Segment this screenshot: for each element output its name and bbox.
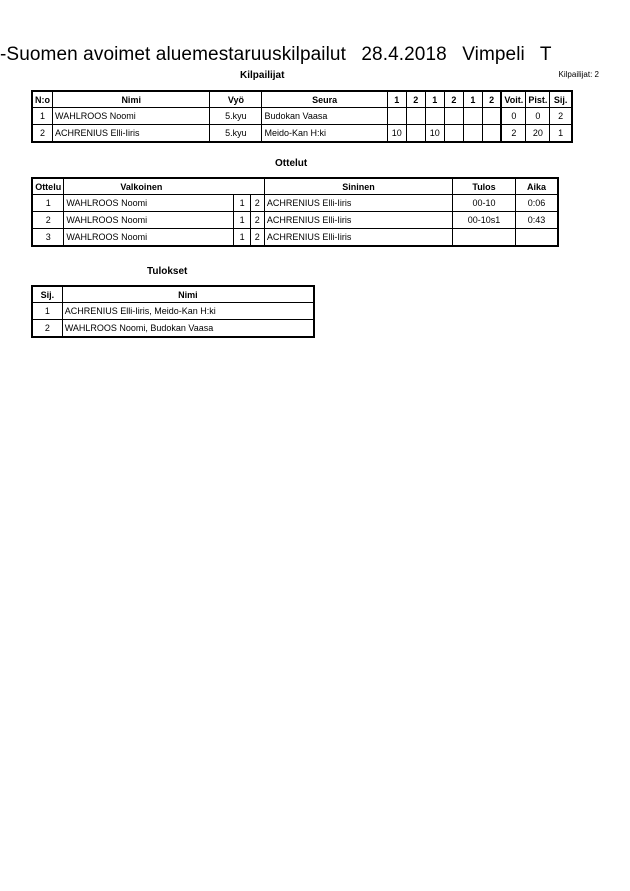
cell-match-number: 3 bbox=[32, 229, 64, 247]
cell-blue: ACHRENIUS Elli-Iiris bbox=[264, 195, 452, 212]
cell-score bbox=[463, 125, 482, 143]
cell-match-number: 2 bbox=[32, 212, 64, 229]
cell-rank: 1 bbox=[550, 125, 572, 143]
title-suffix: T bbox=[539, 44, 552, 65]
cell-number: 2 bbox=[32, 125, 53, 143]
cell-result bbox=[453, 229, 516, 247]
table-row bbox=[32, 320, 314, 338]
col-header: Vyö bbox=[210, 91, 262, 108]
cell-result: 00-10s1 bbox=[453, 212, 516, 229]
cell-match-number: 1 bbox=[32, 195, 64, 212]
competitor-count: Kilpailijat: 2 bbox=[558, 70, 599, 79]
col-header: 2 bbox=[482, 91, 501, 108]
col-header: Sij. bbox=[32, 286, 62, 303]
col-header: Nimi bbox=[53, 91, 210, 108]
cell-rank: 2 bbox=[550, 108, 572, 125]
cell-time bbox=[515, 229, 558, 247]
cell-club: Budokan Vaasa bbox=[262, 108, 387, 125]
cell-score-1: 1 bbox=[234, 212, 250, 229]
cell-white: WAHLROOS Noomi bbox=[64, 195, 234, 212]
col-header: Sij. bbox=[550, 91, 572, 108]
cell-name: WAHLROOS Noomi bbox=[53, 108, 210, 125]
cell-wins: 0 bbox=[501, 108, 525, 125]
cell-points: 20 bbox=[526, 125, 550, 143]
col-header: Aika bbox=[515, 178, 558, 195]
title-event: -Suomen avoimet aluemestaruuskilpailut bbox=[0, 44, 346, 65]
col-header: Ottelu bbox=[32, 178, 64, 195]
table-row bbox=[32, 125, 572, 143]
cell-blue: ACHRENIUS Elli-Iiris bbox=[264, 229, 452, 247]
col-header: Seura bbox=[262, 91, 387, 108]
cell-score-1: 1 bbox=[234, 195, 250, 212]
cell-number: 1 bbox=[32, 108, 53, 125]
cell-score bbox=[444, 108, 463, 125]
cell-score bbox=[482, 108, 501, 125]
table-row bbox=[32, 108, 572, 125]
col-header: 1 bbox=[463, 91, 482, 108]
table-header-row bbox=[32, 286, 314, 303]
cell-blue: ACHRENIUS Elli-Iiris bbox=[264, 212, 452, 229]
cell-score bbox=[425, 108, 444, 125]
cell-belt: 5.kyu bbox=[210, 125, 262, 143]
cell-time: 0:06 bbox=[515, 195, 558, 212]
cell-name: ACHRENIUS Elli-Iiris bbox=[53, 125, 210, 143]
cell-white: WAHLROOS Noomi bbox=[64, 212, 234, 229]
col-header: N:o bbox=[32, 91, 53, 108]
col-header: Valkoinen bbox=[64, 178, 264, 195]
col-header: 2 bbox=[444, 91, 463, 108]
cell-points: 0 bbox=[526, 108, 550, 125]
cell-rank: 1 bbox=[32, 303, 62, 320]
cell-score-1: 1 bbox=[234, 229, 250, 247]
cell-score-2: 2 bbox=[250, 212, 264, 229]
table-header-row bbox=[32, 178, 558, 195]
competitors-table bbox=[31, 90, 573, 143]
cell-name-club: ACHRENIUS Elli-Iiris, Meido-Kan H:ki bbox=[62, 303, 314, 320]
cell-score-2: 2 bbox=[250, 195, 264, 212]
table-header-row bbox=[32, 91, 572, 108]
cell-score: 10 bbox=[387, 125, 406, 143]
cell-score bbox=[387, 108, 406, 125]
competitors-title: Kilpailijat bbox=[240, 70, 285, 81]
cell-time: 0:43 bbox=[515, 212, 558, 229]
cell-score bbox=[406, 125, 425, 143]
results-title: Tulokset bbox=[147, 266, 188, 277]
title-date: 28.4.2018 bbox=[361, 44, 447, 65]
col-header: Nimi bbox=[62, 286, 314, 303]
matches-table bbox=[31, 177, 559, 247]
col-header: Sininen bbox=[264, 178, 452, 195]
page-title bbox=[0, 44, 630, 66]
col-header: Pist. bbox=[526, 91, 550, 108]
title-location: Vimpeli bbox=[462, 44, 525, 65]
table-row bbox=[32, 212, 558, 229]
cell-name-club: WAHLROOS Noomi, Budokan Vaasa bbox=[62, 320, 314, 338]
cell-belt: 5.kyu bbox=[210, 108, 262, 125]
cell-score: 10 bbox=[425, 125, 444, 143]
col-header: 1 bbox=[425, 91, 444, 108]
table-row bbox=[32, 303, 314, 320]
cell-score bbox=[444, 125, 463, 143]
col-header: Voit. bbox=[501, 91, 525, 108]
cell-white: WAHLROOS Noomi bbox=[64, 229, 234, 247]
table-row bbox=[32, 229, 558, 247]
cell-result: 00-10 bbox=[453, 195, 516, 212]
cell-club: Meido-Kan H:ki bbox=[262, 125, 387, 143]
matches-title: Ottelut bbox=[275, 158, 308, 169]
table-row bbox=[32, 195, 558, 212]
col-header: 1 bbox=[387, 91, 406, 108]
cell-score bbox=[406, 108, 425, 125]
col-header: 2 bbox=[406, 91, 425, 108]
cell-score-2: 2 bbox=[250, 229, 264, 247]
col-header: Tulos bbox=[453, 178, 516, 195]
cell-score bbox=[482, 125, 501, 143]
cell-rank: 2 bbox=[32, 320, 62, 338]
cell-score bbox=[463, 108, 482, 125]
results-table bbox=[31, 285, 315, 338]
cell-wins: 2 bbox=[501, 125, 525, 143]
